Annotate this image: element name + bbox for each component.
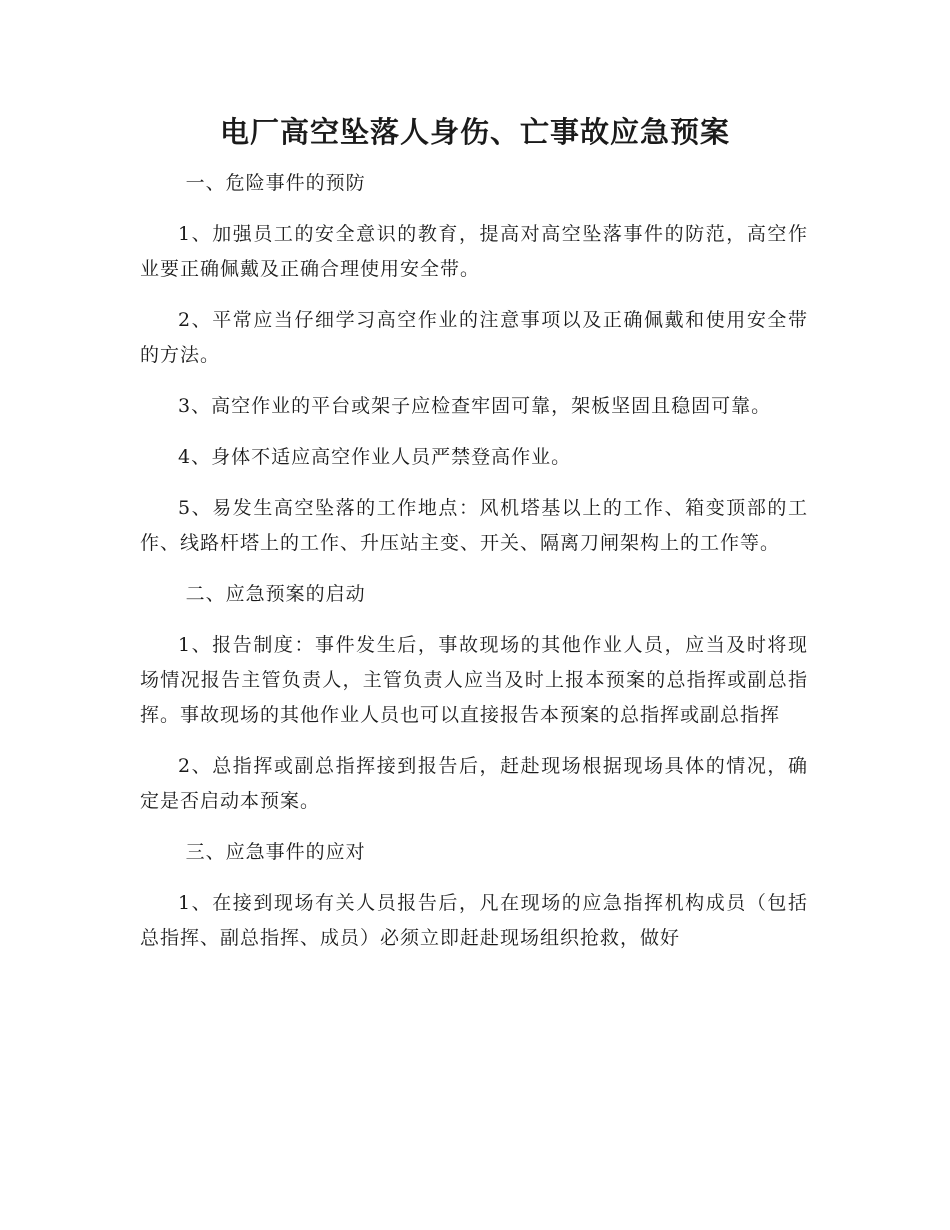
section-heading: 三、应急事件的应对 <box>185 841 366 863</box>
paragraph: 2、平常应当仔细学习高空作业的注意事项以及正确佩戴和使用安全带的方法。 <box>140 309 808 366</box>
paragraph: 2、总指挥或副总指挥接到报告后，赶赴现场根据现场具体的情况，确定是否启动本预案。 <box>140 755 808 812</box>
section-heading: 二、应急预案的启动 <box>185 583 366 605</box>
section-heading: 一、危险事件的预防 <box>185 172 366 194</box>
paragraph: 1、报告制度：事件发生后，事故现场的其他作业人员，应当及时将现场情况报告主管负责人，主管负责人应当及时上报本预案的总指挥或副总指挥。事故现场的其他作业人员也可以直接报告本预案的总指挥或副总指挥 <box>140 634 808 726</box>
paragraph: 3、高空作业的平台或架子应检查牢固可靠，架板坚固且稳固可靠。 <box>178 395 772 417</box>
document-title: 电厂高空坠落人身伤、亡事故应急预案 <box>219 115 730 149</box>
paragraph: 1、加强员工的安全意识的教育，提高对高空坠落事件的防范，高空作业要正确佩戴及正确合理使用安全带。 <box>140 223 808 280</box>
paragraph: 1、在接到现场有关人员报告后，凡在现场的应急指挥机构成员（包括总指挥、副总指挥、成员）必须立即赶赴现场组织抢救，做好 <box>140 892 808 949</box>
paragraph: 4、身体不适应高空作业人员严禁登高作业。 <box>178 446 572 468</box>
document-body <box>140 166 808 972</box>
paragraph: 5、易发生高空坠落的工作地点：风机塔基以上的工作、箱变顶部的工作、线路杆塔上的工作、升压站主变、开关、隔离刀闸架构上的工作等。 <box>140 497 808 554</box>
